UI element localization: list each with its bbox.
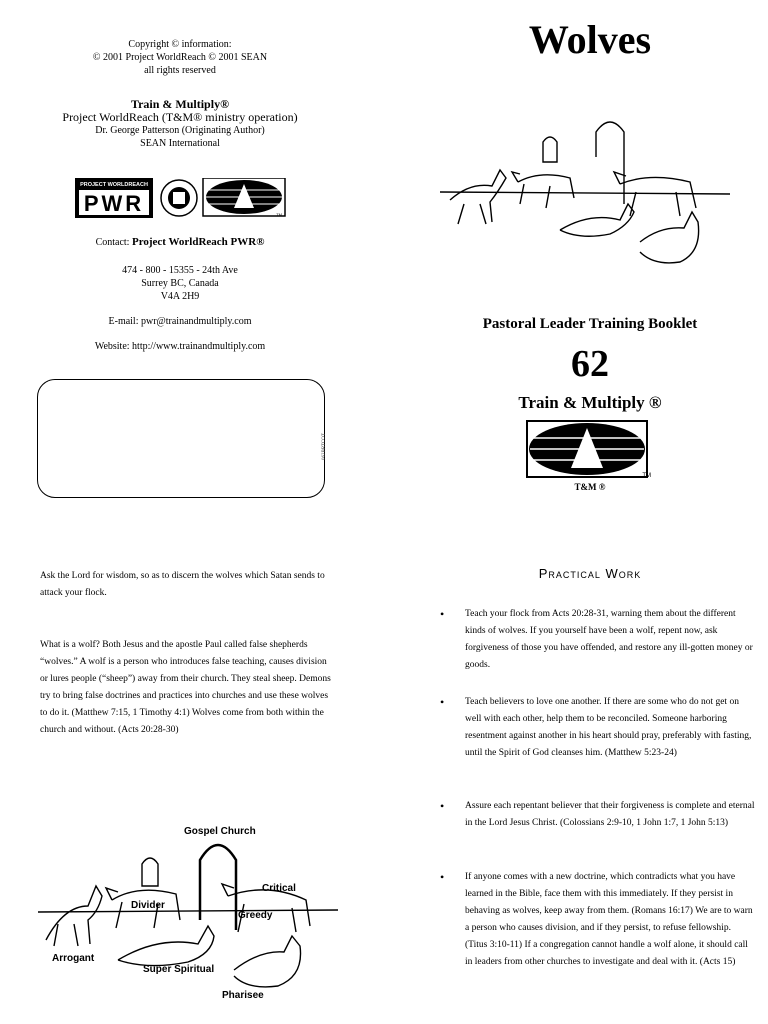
list-item: • If anyone comes with a new doctrine, which contradicts what you have learned in the Bible, face them with this immediately. If they persist in behaving as wolves, keep away from them. (Romans 16:17) We are to warn a person who causes division, and if they persist, to refuse fellowship. (Titus 3:10-11) If a congregation cannot handle a wolf alone, it should call in leaders from other churches to investigate and deal with it. (Acts 15): [440, 869, 755, 971]
pwr-logo-letters: PWR: [83, 191, 145, 216]
copyright-line: all rights reserved: [144, 65, 216, 76]
label-critical: Critical: [262, 883, 296, 894]
box-code: 062BRTCOT: [322, 433, 327, 460]
blank-stamp-box: [37, 379, 325, 498]
church-door: [596, 122, 624, 204]
website-line: Website: http://www.trainandmultiply.com: [94, 341, 266, 352]
wolf: [234, 936, 301, 987]
copyright-line: Copyright © information:: [128, 39, 232, 50]
booklet-number: 62: [571, 343, 609, 385]
address-line: V4A 2H9: [160, 291, 200, 302]
contact-label: Contact:: [95, 237, 130, 248]
address-line: 474 - 800 - 15355 - 24th Ave: [122, 265, 238, 276]
label-divider: Divider: [131, 900, 165, 911]
label-super-spiritual: Super Spiritual: [143, 964, 215, 975]
pwr-logo: [75, 178, 153, 218]
address-block: [40, 264, 320, 303]
church-window: [543, 137, 557, 162]
label-greedy: Greedy: [238, 910, 273, 921]
wolf: [450, 170, 506, 224]
address-line: Surrey BC, Canada: [141, 278, 219, 289]
wolves-illustration: [440, 112, 740, 282]
copyright-block: [40, 38, 320, 77]
tm-globe-logo-large: [526, 420, 654, 480]
booklet-title: Wolves: [528, 17, 652, 62]
tm-mark: TM: [642, 473, 651, 479]
contact-line: [40, 236, 320, 249]
sean-seal-logo: [161, 180, 197, 216]
copyright-line: © 2001 Project WorldReach © 2001 SEAN: [92, 52, 268, 63]
series-title: Train & Multiply ®: [518, 393, 662, 412]
wolf: [512, 172, 574, 208]
publisher-line: Dr. George Patterson (Originating Author): [95, 125, 265, 136]
publisher-line: Project WorldReach (T&M® ministry operation): [62, 110, 298, 124]
pwr-logo-caption: PROJECT WORLDREACH: [80, 182, 148, 188]
wolf: [560, 204, 634, 236]
publisher-block: [40, 98, 320, 150]
email-line: E-mail: pwr@trainandmultiply.com: [108, 316, 252, 327]
wolf-definition-paragraph: What is a wolf? Both Jesus and the apostle Paul called false shepherds “wolves.” A wolf is a person who introduces false teaching, causes division or lures people (“sheep”) away from their church. They steal sheep. Demons try to bring false doctrines and practices into churches and use these wolves to do it. (Matthew 7:15, 1 Timothy 4:1) Wolves come from both within the church and without. (Acts 20:28-30): [40, 640, 331, 735]
label-arrogant: Arrogant: [52, 953, 95, 964]
publisher-line: SEAN International: [140, 138, 220, 149]
label-pharisee: Pharisee: [222, 990, 264, 1001]
label-gospel-church: Gospel Church: [184, 826, 256, 837]
list-item: • Teach your flock from Acts 20:28-31, warning them about the different kinds of wolves. If you yourself have been a wolf, repent now, ask forgiveness of those you have offended, and restore any ill-gotten money or goods.: [440, 606, 755, 674]
contact-name: Project WorldReach PWR®: [131, 236, 265, 248]
wolf-types-illustration: [38, 820, 338, 1010]
practical-work-heading: Practical Work: [538, 566, 642, 581]
booklet-subtitle: Pastoral Leader Training Booklet: [482, 316, 698, 332]
tm-globe-logo: [203, 178, 285, 217]
list-item: • Assure each repentant believer that their forgiveness is complete and eternal in the Lord Jesus Christ. (Colossians 2:9-10, 1 John 1:7, 1 John 5:13): [440, 798, 755, 832]
tm-label: T&M ®: [574, 482, 606, 492]
wolf: [640, 212, 699, 263]
church-window: [142, 858, 158, 886]
publisher-title: Train & Multiply®: [130, 97, 230, 111]
publisher-logos: [75, 178, 287, 218]
wolf: [46, 886, 102, 946]
wolf: [118, 926, 214, 966]
tm-mark: TM: [276, 212, 282, 217]
list-item: • Teach believers to love one another. If there are some who do not get on well with each other, help them to be reconciled. Someone harboring resentment against another in his heart should pray, preferably with fasting, until the Spirit of God cleanses him. (Matthew 5:23-24): [440, 694, 755, 762]
intro-paragraph: Ask the Lord for wisdom, so as to discern the wolves which Satan sends to attack your flock.: [40, 571, 325, 598]
